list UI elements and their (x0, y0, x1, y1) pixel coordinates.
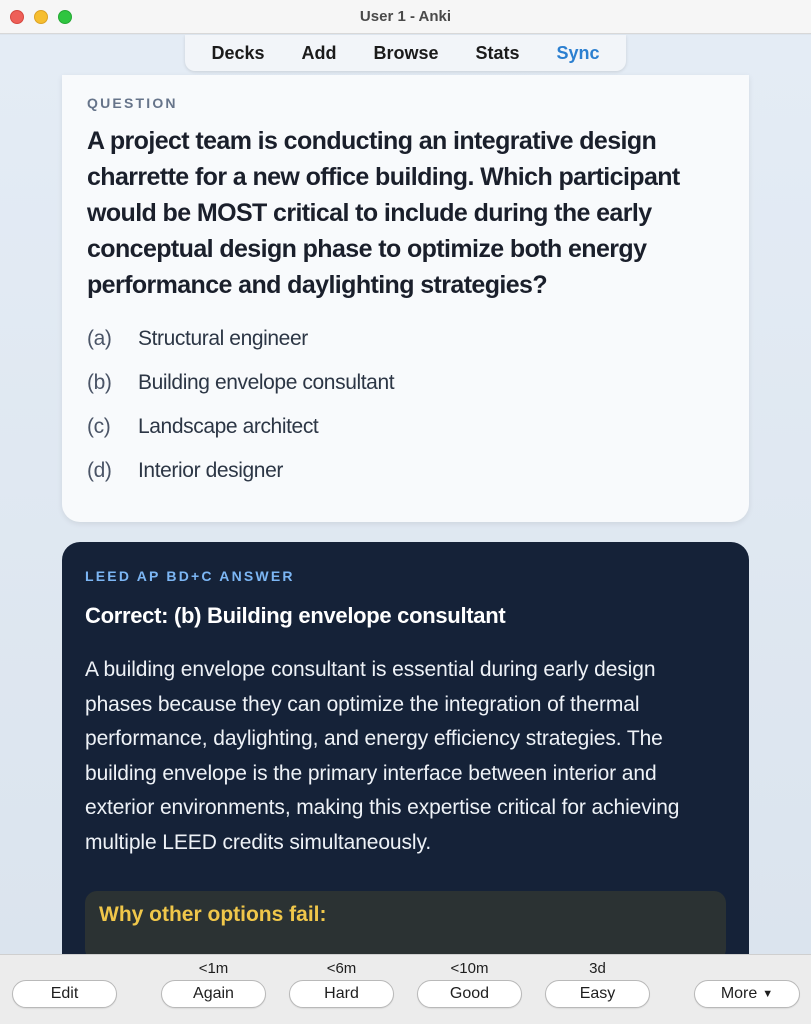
question-label: QUESTION (87, 95, 178, 111)
again-interval: <1m (198, 960, 229, 977)
option-letter: (d) (87, 459, 112, 482)
nav-stats-link[interactable]: Stats (475, 42, 520, 63)
more-label: More (720, 985, 758, 1002)
window-titlebar (0, 0, 811, 34)
nav-add-link[interactable]: Add (301, 42, 337, 63)
top-navigation (185, 35, 626, 71)
nav-decks-link[interactable]: Decks (211, 42, 265, 63)
question-card (62, 75, 749, 522)
more-button[interactable] (694, 980, 800, 1008)
question-text: A project team is conducting an integrative design charrette for a new office building. Which participant would be MOST critical to include during the early conceptual design phase to optimize both energy performance and daylighting strategies? (87, 127, 680, 299)
easy-button[interactable]: Easy (545, 980, 650, 1008)
window-title: User 1 - Anki (359, 8, 452, 25)
option-text: Structural engineer (138, 327, 308, 350)
dropdown-caret-icon: ▼ (762, 988, 774, 1000)
correct-answer: Correct: (b) Building envelope consultant (85, 603, 506, 628)
option-letter: (a) (87, 327, 112, 350)
option-d (87, 449, 724, 493)
answer-label: LEED AP BD+C ANSWER (85, 568, 295, 584)
hard-interval: <6m (326, 960, 357, 977)
hard-button[interactable]: Hard (289, 980, 394, 1008)
option-a (87, 317, 724, 361)
option-text: Landscape architect (138, 415, 319, 438)
answer-explanation: A building envelope consultant is essential during early design phases because they can optimize the integration of thermal performance, daylighting, and energy efficiency strategies. The building envelope is the primary interface between interior and exterior environments, making this expertise critical for achieving multiple LEED credits simultaneously. (85, 658, 680, 854)
good-interval: <10m (450, 960, 489, 977)
nav-browse-link[interactable]: Browse (373, 42, 439, 63)
option-text: Interior designer (138, 459, 283, 482)
again-button[interactable]: Again (161, 980, 266, 1008)
reviewer-content (0, 35, 811, 954)
answer-card (62, 542, 749, 954)
answer-options (87, 317, 724, 493)
good-button[interactable]: Good (417, 980, 522, 1008)
option-letter: (c) (87, 415, 111, 438)
edit-button[interactable]: Edit (12, 980, 117, 1008)
nav-sync-link[interactable]: Sync (556, 42, 600, 63)
option-c (87, 405, 724, 449)
option-b (87, 361, 724, 405)
why-other-options-title: Why other options fail: (99, 902, 327, 926)
review-bottom-bar (0, 954, 811, 1024)
option-text: Building envelope consultant (138, 371, 395, 394)
why-other-options-box (85, 891, 726, 954)
easy-interval: 3d (589, 960, 606, 977)
option-letter: (b) (87, 371, 112, 394)
